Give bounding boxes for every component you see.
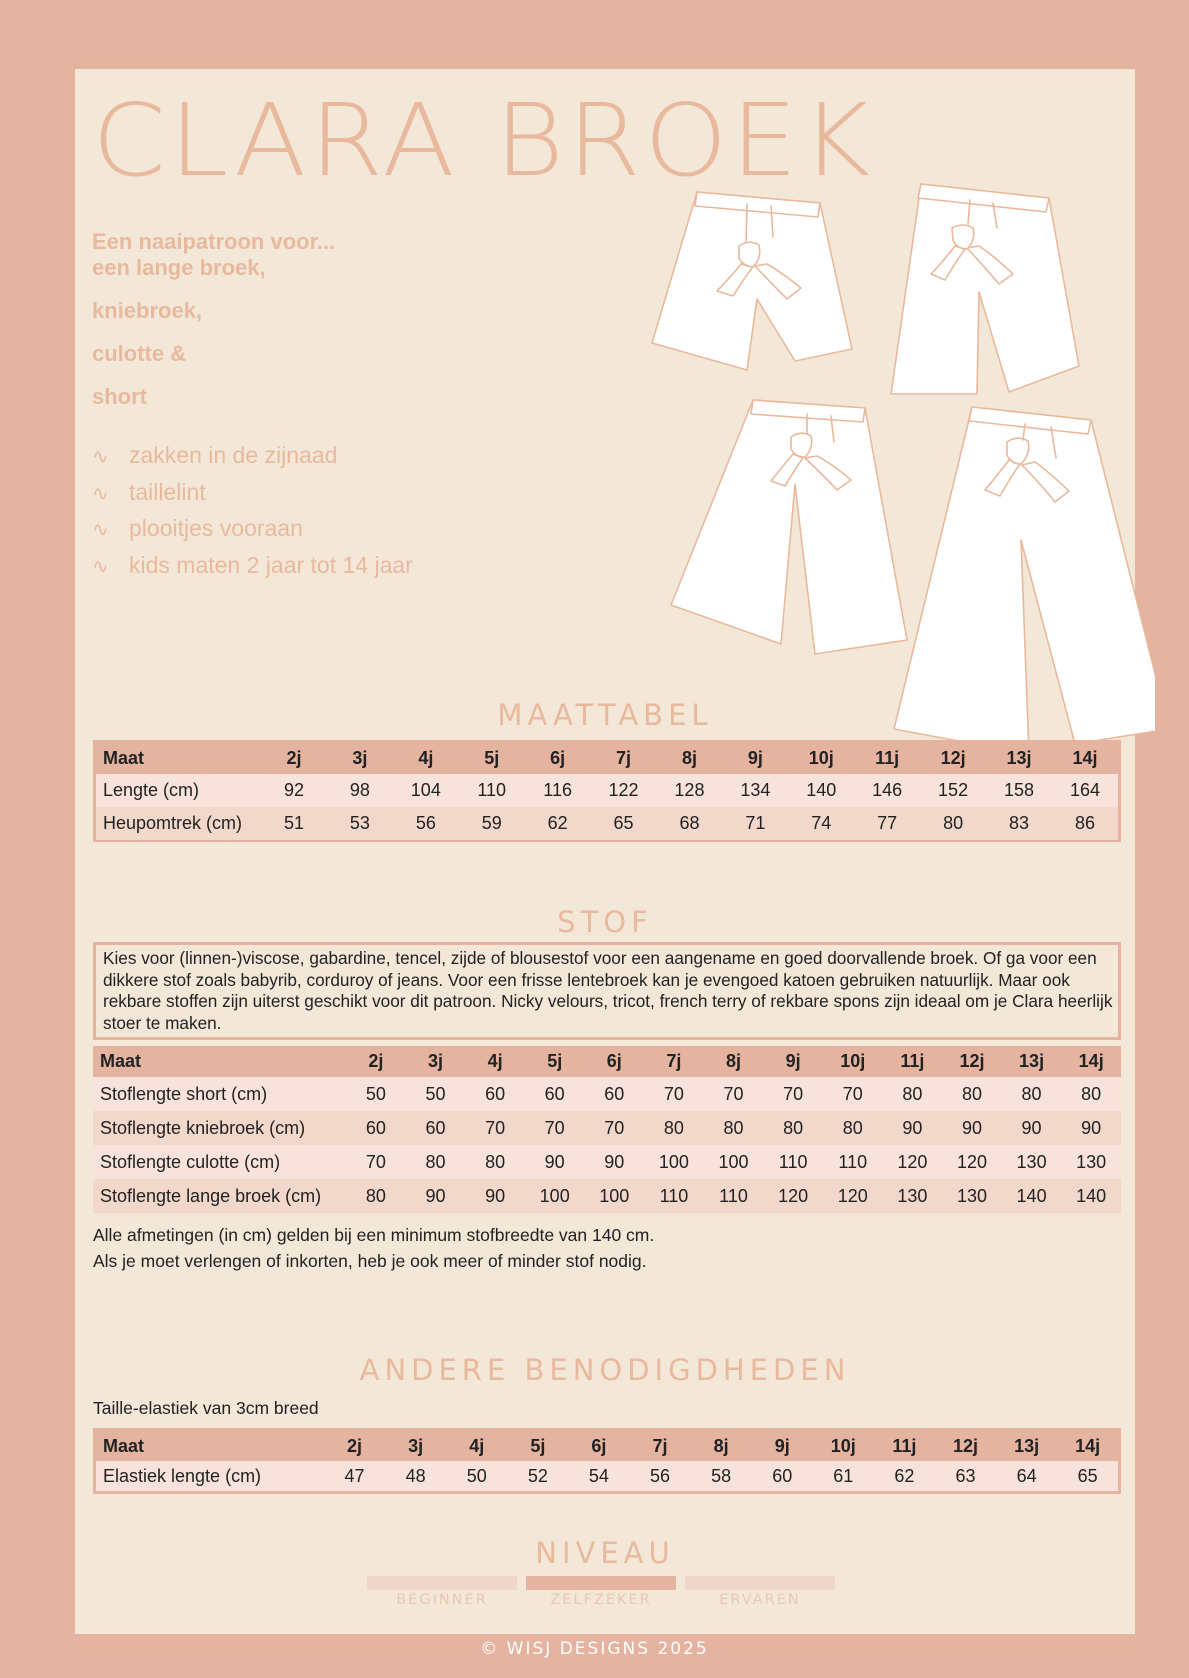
table-cell: 70 [723, 1083, 744, 1104]
fabric-table-header-row [93, 1046, 1121, 1077]
table-cell: 60 [365, 1117, 386, 1138]
table-cell: 110 [477, 780, 507, 800]
intro-line: kniebroek, [92, 298, 203, 323]
table-cell: 110 [719, 1185, 748, 1206]
row-label: Stoflengte kniebroek (cm) [100, 1117, 306, 1138]
table-cell: 50 [425, 1083, 446, 1104]
fabric-table-column-header: 12j [959, 1051, 985, 1071]
table-cell: 71 [745, 813, 766, 833]
intro-block [92, 229, 592, 410]
supplies-table-column-header: 12j [952, 1435, 978, 1456]
size-chart-column-header: 12j [940, 748, 966, 768]
table-cell: 47 [344, 1465, 365, 1486]
fabric-table [93, 1046, 1121, 1213]
size-chart-column-header: 7j [616, 748, 632, 768]
intro-line: een lange broek, [92, 255, 266, 280]
level-bar-zelfzeker [526, 1576, 676, 1590]
table-row [96, 807, 1118, 840]
table-cell: 68 [679, 813, 700, 833]
table-cell: 134 [740, 780, 771, 800]
feature-item [92, 474, 413, 511]
table-cell: 70 [604, 1117, 625, 1138]
table-cell: 98 [349, 780, 370, 800]
fabric-table-column-header: 14j [1078, 1051, 1104, 1071]
size-chart-column-header: 11j [875, 748, 900, 768]
table-cell: 53 [349, 813, 370, 833]
row-label: Stoflengte culotte (cm) [100, 1151, 281, 1172]
table-cell: 80 [842, 1117, 863, 1138]
supplies-table-column-header: 5j [530, 1435, 546, 1456]
table-cell: 62 [547, 813, 568, 833]
table-cell: 58 [711, 1465, 732, 1486]
table-cell: 100 [658, 1151, 689, 1172]
table-cell: 62 [894, 1465, 915, 1486]
table-cell: 90 [1021, 1117, 1042, 1138]
table-cell: 48 [405, 1465, 426, 1486]
supplies-heading: ANDERE BENODIGDHEDEN [359, 1353, 851, 1387]
fabric-heading: STOF [557, 905, 653, 939]
table-cell: 120 [837, 1185, 868, 1206]
table-cell: 77 [877, 813, 898, 833]
table-cell: 90 [1081, 1117, 1102, 1138]
row-label: Stoflengte lange broek (cm) [100, 1185, 322, 1206]
size-chart-column-header: Maat [103, 748, 145, 768]
table-cell: 140 [1016, 1185, 1047, 1206]
table-cell: 60 [544, 1083, 565, 1104]
fabric-table-column-header: 10j [840, 1051, 866, 1071]
fabric-table-column-header: 7j [666, 1051, 682, 1071]
level-bar-beginner [367, 1576, 517, 1590]
table-cell: 122 [608, 780, 639, 800]
feature-text: zakken in de zijnaad [129, 442, 338, 468]
fabric-table-column-header: Maat [100, 1051, 142, 1071]
table-cell: 59 [481, 813, 502, 833]
supplies-table-column-header: 13j [1014, 1435, 1040, 1456]
table-cell: 80 [902, 1083, 923, 1104]
table-cell: 70 [485, 1117, 506, 1138]
culotte-illustration-icon [671, 400, 907, 654]
fabric-table-column-header: 4j [487, 1051, 503, 1071]
table-cell: 70 [842, 1083, 863, 1104]
level-label-beginner: BEGINNER [396, 1592, 488, 1608]
table-cell: 70 [663, 1083, 684, 1104]
table-cell: 60 [604, 1083, 625, 1104]
table-cell: 80 [1081, 1083, 1102, 1104]
table-row [96, 774, 1118, 807]
table-cell: 80 [425, 1151, 446, 1172]
table-row [93, 1111, 1121, 1145]
supplies-table-column-header: 4j [469, 1435, 485, 1456]
feature-text: plooitjes vooraan [129, 515, 303, 541]
table-cell: 146 [872, 780, 903, 800]
size-chart-column-header: 5j [484, 748, 500, 768]
table-cell: 110 [659, 1185, 689, 1206]
size-chart-table [96, 743, 1118, 840]
table-cell: 128 [674, 780, 705, 800]
supplies-table-column-header: 3j [408, 1435, 424, 1456]
size-chart-heading: MAATTABEL [497, 698, 713, 732]
size-chart-column-header: 4j [418, 748, 434, 768]
fabric-table-column-header: 3j [427, 1051, 443, 1071]
supplies-table-column-header: 9j [774, 1435, 790, 1456]
table-cell: 100 [599, 1185, 630, 1206]
size-chart-column-header: 3j [352, 748, 368, 768]
kniebroek-illustration-icon [891, 184, 1079, 394]
short-illustration-icon [652, 192, 852, 370]
fabric-table-column-header: 8j [726, 1051, 742, 1071]
wave-bullet-icon: ∿ [92, 446, 109, 468]
fabric-table-column-header: 2j [368, 1051, 384, 1071]
table-cell: 120 [897, 1151, 928, 1172]
table-cell: 51 [284, 813, 305, 833]
row-label: Stoflengte short (cm) [100, 1083, 268, 1104]
table-cell: 130 [897, 1185, 928, 1206]
table-cell: 90 [485, 1185, 506, 1206]
table-row [93, 1077, 1121, 1111]
table-cell: 80 [1021, 1083, 1042, 1104]
feature-item [92, 437, 413, 474]
table-cell: 80 [485, 1151, 506, 1172]
table-cell: 158 [1003, 780, 1034, 800]
table-cell: 60 [772, 1465, 793, 1486]
table-cell: 63 [955, 1465, 976, 1486]
table-cell: 52 [527, 1465, 548, 1486]
table-cell: 70 [544, 1117, 565, 1138]
table-cell: 90 [604, 1151, 625, 1172]
table-cell: 104 [410, 780, 441, 800]
table-cell: 70 [365, 1151, 386, 1172]
table-cell: 80 [961, 1083, 982, 1104]
table-cell: 64 [1016, 1465, 1037, 1486]
table-row [93, 1179, 1121, 1213]
table-row [93, 1145, 1121, 1179]
size-chart-header-row [96, 743, 1118, 774]
fabric-note: Als je moet verlengen of inkorten, heb je ook meer of minder stof nodig. [93, 1251, 647, 1271]
table-cell: 90 [902, 1117, 923, 1138]
table-cell: 140 [806, 780, 837, 800]
table-cell: 50 [466, 1465, 487, 1486]
table-cell: 80 [783, 1117, 804, 1138]
table-cell: 61 [833, 1465, 854, 1486]
table-cell: 80 [723, 1117, 744, 1138]
fabric-description: Kies voor (linnen-)viscose, gabardine, tencel, zijde of blousestof voor een aangename en goed doorvallende broek. Of ga voor een dikkere stof zoals babyrib, corduroy of jeans. Voor een frisse lentebroek kan je evengoed katoen gebruiken natuurlijk. Maar ook rekbare stoffen zijn uiterst geschikt voor dit patroon. Nicky velours, tricot, french terry of rekbare spons zijn ideaal om je Clara heerlijk stoer te maken. [103, 948, 1113, 1033]
row-label: Elastiek lengte (cm) [103, 1465, 262, 1486]
table-cell: 90 [961, 1117, 982, 1138]
table-cell: 74 [811, 813, 832, 833]
table-cell: 56 [650, 1465, 671, 1486]
intro-line: Een naaipatroon voor... [92, 229, 336, 254]
table-cell: 120 [956, 1151, 987, 1172]
level-label-ervaren: ERVAREN [719, 1592, 801, 1608]
table-cell: 65 [613, 813, 634, 833]
fabric-note: Alle afmetingen (in cm) gelden bij een minimum stofbreedte van 140 cm. [93, 1225, 655, 1245]
supplies-table-column-header: 11j [892, 1435, 917, 1456]
size-chart-column-header: 14j [1072, 748, 1098, 768]
table-cell: 140 [1076, 1185, 1107, 1206]
size-chart-column-header: 10j [808, 748, 834, 768]
intro-line: culotte & [92, 341, 187, 366]
pattern-title: CLARA BROEK [92, 82, 874, 199]
feature-item [92, 510, 413, 547]
table-cell: 152 [938, 780, 969, 800]
table-cell: 80 [365, 1185, 386, 1206]
table-cell: 70 [783, 1083, 804, 1104]
fabric-table-column-header: 5j [547, 1051, 563, 1071]
supplies-table-column-header: 2j [347, 1435, 363, 1456]
row-label: Lengte (cm) [103, 780, 200, 800]
intro-line: short [92, 384, 147, 409]
table-row [96, 1461, 1118, 1491]
table-cell: 100 [539, 1185, 570, 1206]
copyright-footer: © WISJ DESIGNS 2025 [480, 1639, 709, 1659]
table-cell: 110 [778, 1151, 808, 1172]
size-chart-column-header: 13j [1006, 748, 1032, 768]
table-cell: 56 [415, 813, 436, 833]
fabric-table-column-header: 11j [900, 1051, 925, 1071]
wave-bullet-icon: ∿ [92, 482, 109, 505]
trouser-illustration-icon [635, 124, 1155, 769]
table-cell: 86 [1074, 813, 1095, 833]
supplies-table-column-header: 14j [1075, 1435, 1101, 1456]
supplies-table [96, 1431, 1118, 1491]
table-cell: 60 [425, 1117, 446, 1138]
table-cell: 130 [1076, 1151, 1107, 1172]
wave-bullet-icon: ∿ [92, 519, 109, 541]
level-heading: NIVEAU [535, 1536, 675, 1570]
table-cell: 130 [956, 1185, 987, 1206]
level-bar-ervaren [685, 1576, 835, 1590]
size-chart-column-header: 6j [550, 748, 566, 768]
feature-text: taillelint [129, 478, 206, 505]
row-label: Heupomtrek (cm) [103, 813, 243, 833]
fabric-table-column-header: 13j [1019, 1051, 1045, 1071]
level-label-zelfzeker: ZELFZEKER [550, 1592, 652, 1608]
wave-bullet-icon: ∿ [92, 555, 109, 578]
table-cell: 116 [543, 780, 572, 800]
size-chart-column-header: 2j [286, 748, 302, 768]
supplies-table-column-header: 10j [830, 1435, 856, 1456]
supplies-table-column-header: 6j [591, 1435, 607, 1456]
table-cell: 60 [485, 1083, 506, 1104]
supplies-table-header-row [96, 1431, 1118, 1461]
table-cell: 100 [718, 1151, 749, 1172]
table-cell: 90 [544, 1151, 565, 1172]
table-cell: 80 [663, 1117, 684, 1138]
table-cell: 54 [588, 1465, 609, 1486]
size-chart-column-header: 8j [681, 748, 697, 768]
table-cell: 83 [1008, 813, 1029, 833]
table-cell: 65 [1077, 1465, 1098, 1486]
table-cell: 80 [943, 813, 964, 833]
table-cell: 120 [778, 1185, 809, 1206]
fabric-table-column-header: 6j [606, 1051, 622, 1071]
supplies-table-column-header: 7j [652, 1435, 668, 1456]
table-cell: 90 [425, 1185, 446, 1206]
supplies-table-column-header: Maat [103, 1435, 145, 1456]
feature-item [92, 547, 413, 584]
size-chart-column-header: 9j [747, 748, 763, 768]
table-cell: 164 [1069, 780, 1100, 800]
supplies-table-column-header: 8j [713, 1435, 729, 1456]
feature-list [92, 437, 413, 583]
table-cell: 110 [838, 1151, 868, 1172]
supplies-subtitle: Taille-elastiek van 3cm breed [93, 1398, 319, 1418]
table-cell: 92 [284, 780, 305, 800]
fabric-table-column-header: 9j [785, 1051, 801, 1071]
table-cell: 50 [365, 1083, 386, 1104]
feature-text: kids maten 2 jaar tot 14 jaar [129, 551, 413, 578]
table-cell: 130 [1016, 1151, 1047, 1172]
